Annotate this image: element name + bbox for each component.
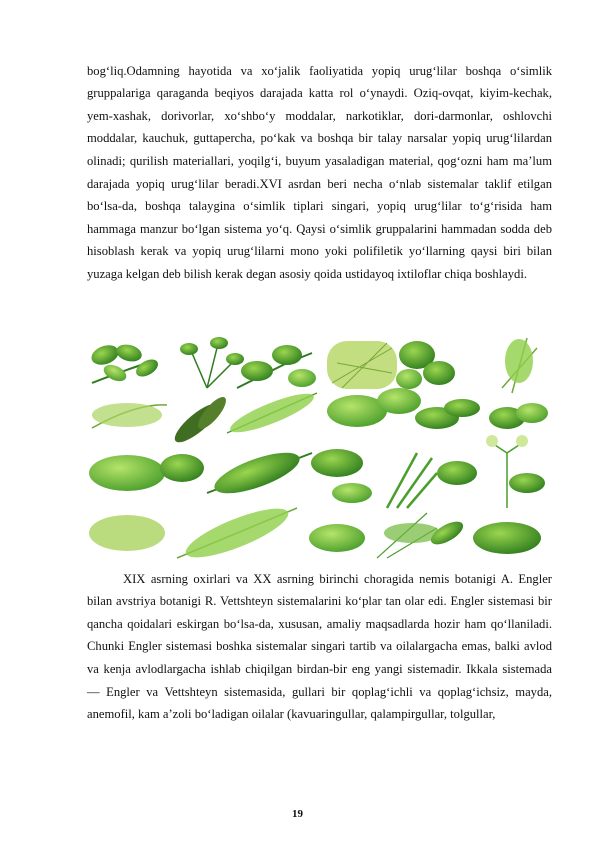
flat-parsley	[180, 337, 244, 388]
arugula	[207, 444, 312, 501]
dill-bunch	[327, 341, 397, 389]
paragraph-2: XIX asrning oxirlari va XX asrning birinchi choragida nemis botanigi A. Engler bilan avstriya botanigi R. Vettshteyn sistemalarini ko‘plar tan olar edi. Engler sistemasi bir qancha qoidalari eskirgan bo‘lsa-da, xususan, amaliy maqsadlarda hozir ham qo‘llaniladi. Chunki Engler sistemasi boshka sistemalar singari tartib va oilalargacha emas, balki avlod va kenja avlodlargacha ishlab chiqilgan birdan-bir eng yangi sistemadir. Ikkala sistemada — Engler va Vettshteyn sistemasida, gullari bir qoplag‘ichli va qoplag‘ichsiz, mayda, anemofil, kam a’zoli bo‘ladigan oilalar (kavuaringullar, qalampirgullar, tolgullar,	[87, 571, 552, 722]
sorrel	[437, 461, 477, 485]
dill-sprig	[92, 403, 167, 428]
tarragon	[227, 387, 318, 439]
herbs-illustration	[87, 333, 552, 563]
parsley-sprig	[89, 342, 161, 385]
cilantro	[237, 345, 316, 388]
fennel-fronds	[177, 499, 297, 563]
mint	[489, 403, 548, 429]
celery-leaves	[89, 454, 204, 491]
lemon-balm	[309, 524, 365, 552]
basil-large	[473, 522, 541, 554]
spinach	[396, 341, 455, 389]
sage	[415, 399, 480, 429]
oregano	[311, 449, 372, 503]
rosemary	[502, 338, 537, 393]
lovage-umbel	[486, 435, 545, 508]
thyme	[377, 513, 440, 558]
page-number: 19	[292, 808, 303, 820]
basil	[327, 388, 421, 427]
bay-leaves	[170, 393, 230, 448]
dill-large	[89, 515, 165, 551]
paragraph-1: bog‘liq.Odamning hayotida va xo‘jalik faoliyatida yopiq urug‘lilar boshqa o‘simlik gruppalariga qaraganda beqiyos darajada katta rol o‘ynaydi. Oziq-ovqat, kiyim-kechak, yem-xashak, dorivorlar, xo‘shbo‘y moddalar, narkotiklar, dori-darmonlar, oshlovchi moddalar, kauchuk, guttapercha, po‘kak va boshqa bir talay narsalar yopiq urug‘lilardan olinadi; qurilish materiallari, yoqilg‘i, buyum yasaladigan material, qog‘ozni ham ma’lum darajada yopiq urug‘lilar beradi.XVI asrdan beri necha o‘nlab sistemalar taklif etilgan bo‘lsa-da, boshqa talaygina o‘simlik tiplari singari, yopiq urug‘lilar to‘g‘risida ham hammaga manzur bo‘lgan sistema yo‘q. Qaysi o‘simlik gruppalarini hammadan sodda deb hisoblash kerak va yopiq urug‘lilarni mono yoki polifiletik yo‘llarning qaysi biri bilan yuzaga kelgan deb bilish kerak degan asosiy qoida ustidayoq ixtiloflar chiqa boshlaydi.	[87, 63, 552, 281]
chives	[387, 453, 437, 508]
